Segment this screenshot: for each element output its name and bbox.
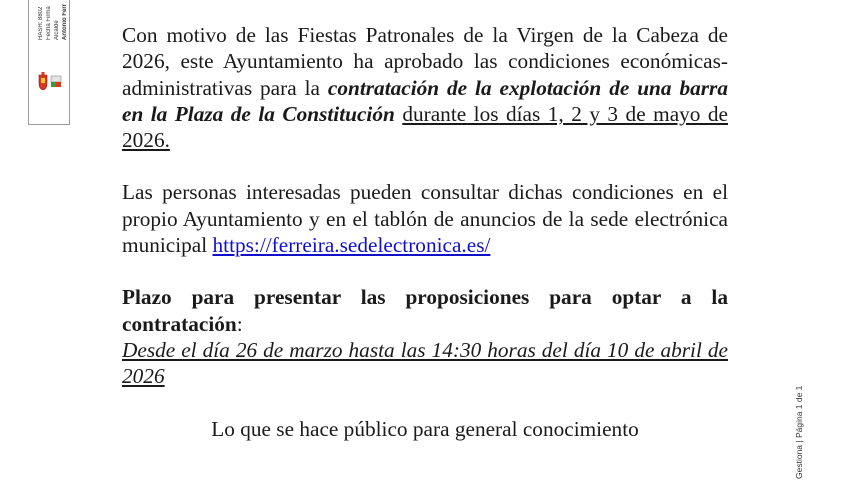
notice-body	[122, 22, 728, 442]
event-dates: durante los días 1, 2 y 3 de mayo de 2026.	[122, 101, 729, 153]
notice-paragraph-1	[122, 22, 728, 153]
paragraph-2-text: Las personas interesadas pueden consultar dichas condiciones en el propio Ayuntamiento y en el tablón de anuncios de la sede electrónica municipal	[122, 180, 728, 258]
notice-paragraph-3	[122, 284, 728, 389]
contract-object: contratación de la explotación de una barra en la Plaza de la Constitución	[122, 75, 728, 126]
page-footer-info: Gestiona | Página 1 de 1	[794, 386, 804, 480]
signature-info	[31, 2, 69, 40]
signer-name: Antonio Ferr	[62, 4, 68, 40]
signature-stamp-box	[28, 0, 70, 125]
signer-role: Alcalde	[54, 20, 60, 40]
notice-paragraph-2	[122, 179, 728, 258]
municipal-coat-of-arms-icon	[36, 70, 64, 92]
signature-date-label: Fecha Firma	[46, 6, 52, 40]
signature-hash: HASH: 8802	[38, 6, 44, 40]
closing-statement: Lo que se hace público para general conocimiento	[211, 416, 639, 441]
deadline-colon: :	[236, 311, 243, 336]
deadline-period: Desde el día 26 de marzo hasta las 14:30 horas del día 10 de abril de 2026	[122, 337, 728, 389]
deadline-heading: Plazo para presentar las proposiciones para optar a la contratación	[122, 285, 728, 336]
sede-electronica-link[interactable]: https://ferreira.sedelectronica.es/	[212, 233, 491, 258]
paragraph-1-intro: Con motivo de las Fiestas Patronales de la Virgen de la Cabeza de 2026, este Ayuntamiento ha aprobado las condiciones económicas-administrativas para la	[122, 23, 728, 100]
